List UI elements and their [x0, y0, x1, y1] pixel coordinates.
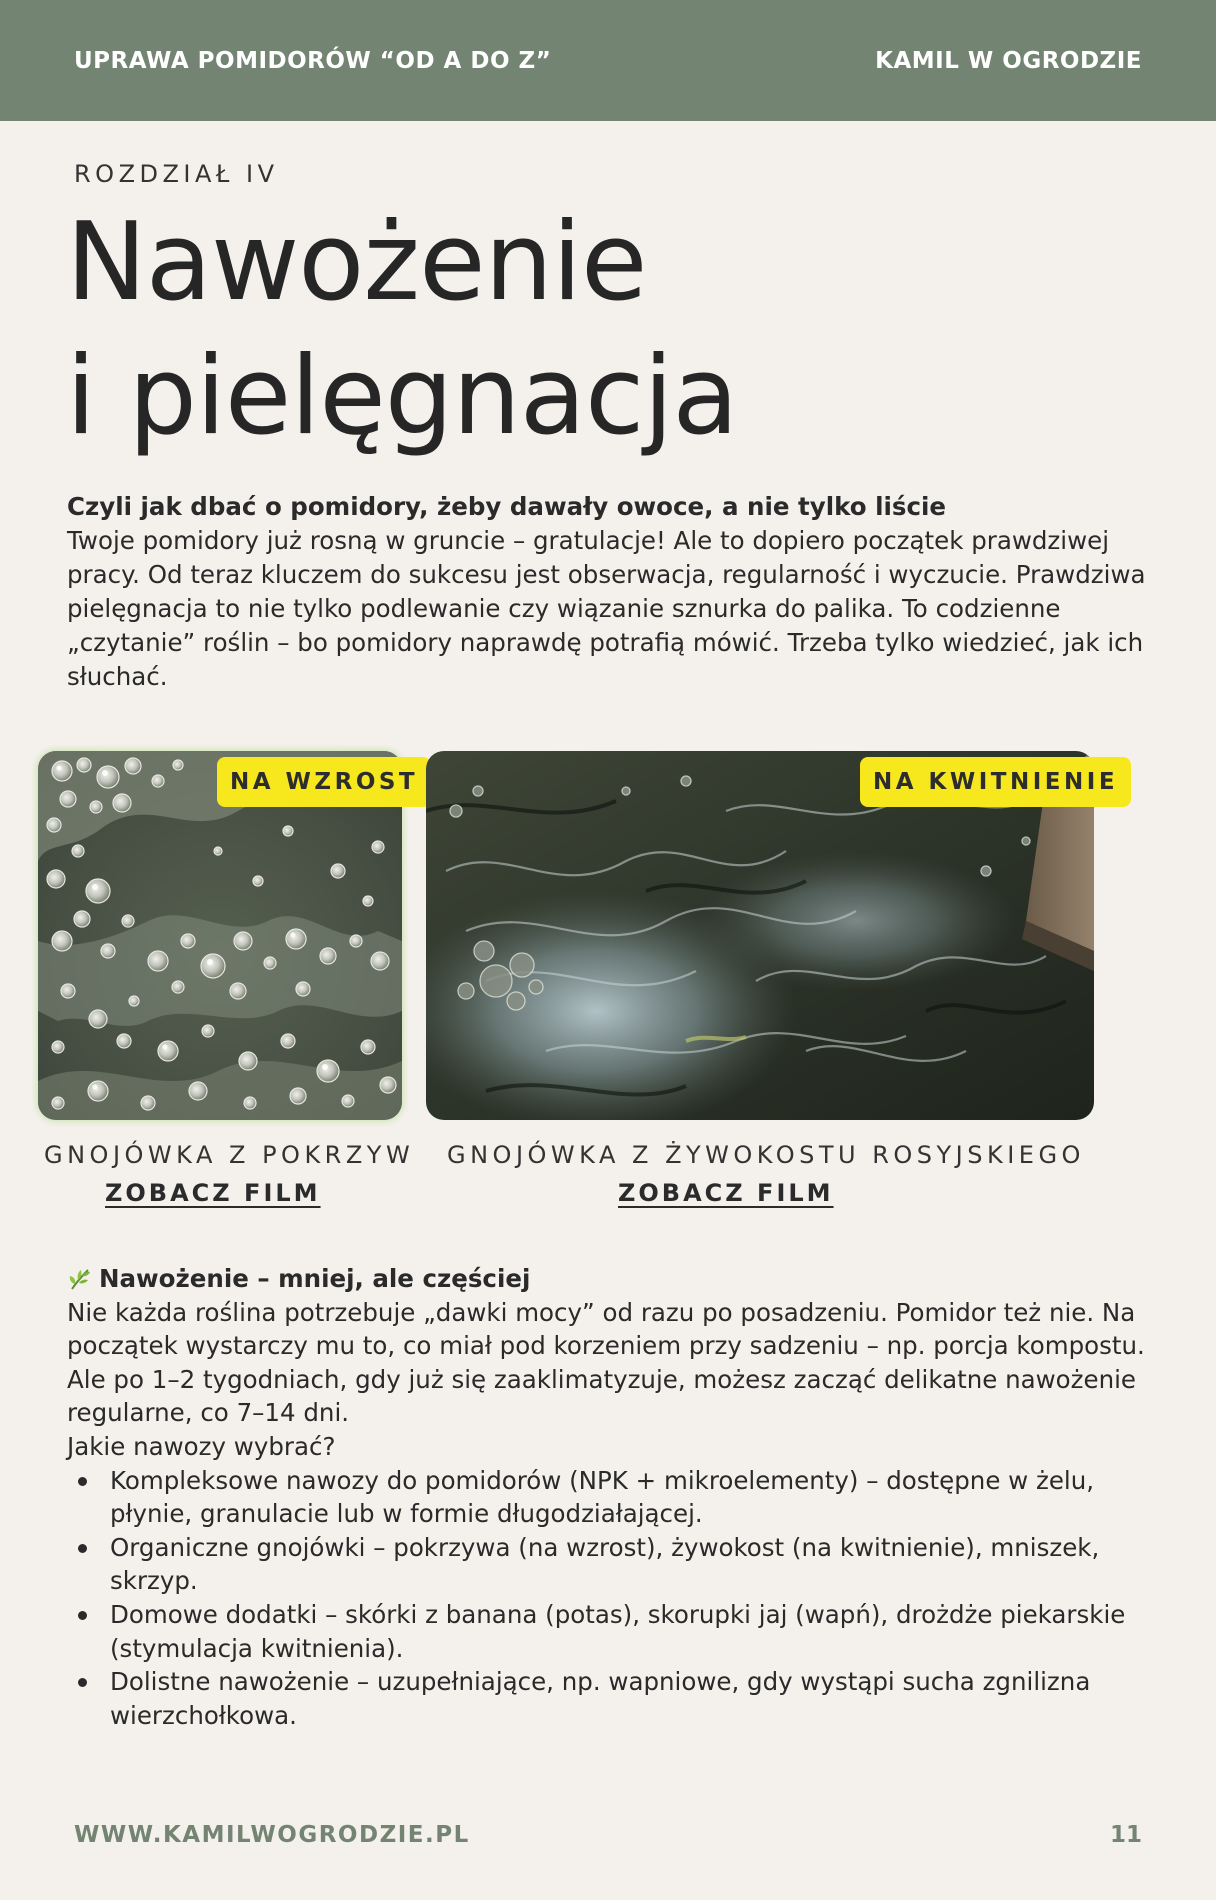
- list-item: [67, 1598, 1157, 1665]
- chapter-label: ROZDZIAŁ IV: [74, 160, 279, 188]
- list-item: [67, 1464, 1157, 1531]
- bullet-icon: [78, 1678, 87, 1687]
- comfrey-manure-caption: GNOJÓWKA Z ŻYWOKOSTU ROSYJSKIEGO: [447, 1141, 1085, 1169]
- section-paragraph-2: Ale po 1–2 tygodniach, gdy już się zaaklimatyzuje, możesz zacząć delikatne nawożenie regularne, co 7–14 dni.: [67, 1364, 1137, 1428]
- section-heading: [67, 1262, 1157, 1296]
- fertilizer-list: [67, 1464, 1157, 1733]
- intro-body: Twoje pomidory już rosną w gruncie – gratulacje! Ale to dopiero początek prawdziwej pracy. Od teraz kluczem do sukcesu jest obserwacja, regularność i wyczucie. Prawdziwa pielęgnacja to nie tylko podlewanie czy wiązanie sznurka do palika. To codzienne „czytanie” roślin – bo pomidory naprawdę potrafią mówić. Trzeba tylko wiedzieć, jak ich słuchać.: [67, 526, 1146, 691]
- page-title: [66, 196, 738, 464]
- grow-badge: NA WZROST: [217, 757, 431, 807]
- nettle-manure-caption: GNOJÓWKA Z POKRZYW: [44, 1141, 415, 1169]
- page-number: 11: [1109, 1822, 1142, 1848]
- bullet-icon: [78, 1611, 87, 1620]
- author-name: KAMIL W OGRODZIE: [875, 47, 1142, 74]
- list-item-text: Kompleksowe nawozy do pomidorów (NPK + mikroelementy) – dostępne w żelu, płynie, granulacie lub w formie długodziałającej.: [110, 1465, 1095, 1529]
- bullet-icon: [78, 1477, 87, 1486]
- watch-film-link-nettle[interactable]: ZOBACZ FILM: [105, 1179, 321, 1207]
- bullet-icon: [78, 1544, 87, 1553]
- section-question: Jakie nawozy wybrać?: [67, 1431, 336, 1461]
- page-title-line2: i pielęgnacja: [66, 334, 738, 459]
- list-item-text: Domowe dodatki – skórki z banana (potas), skorupki jaj (wapń), drożdże piekarskie (stymulacja kwitnienia).: [110, 1599, 1126, 1663]
- footer-website-link[interactable]: WWW.KAMILWOGRODZIE.PL: [74, 1822, 470, 1848]
- intro-text: [67, 490, 1157, 694]
- list-item-text: Organiczne gnojówki – pokrzywa (na wzrost), żywokost (na kwitnienie), mniszek, skrzyp.: [110, 1532, 1100, 1596]
- fertilizing-section: [67, 1262, 1157, 1732]
- bloom-badge: NA KWITNIENIE: [860, 757, 1131, 807]
- list-item: [67, 1665, 1157, 1732]
- page-title-line1: Nawożenie: [66, 200, 647, 325]
- leaf-sprig-icon: [67, 1266, 93, 1292]
- list-item: [67, 1531, 1157, 1598]
- watch-film-link-comfrey[interactable]: ZOBACZ FILM: [618, 1179, 834, 1207]
- list-item-text: Dolistne nawożenie – uzupełniające, np. wapniowe, gdy wystąpi sucha zgnilizna wierzchołkowa.: [110, 1667, 1091, 1730]
- header-bar: [0, 0, 1216, 121]
- intro-lead: Czyli jak dbać o pomidory, żeby dawały owoce, a nie tylko liście: [67, 492, 947, 521]
- book-title: UPRAWA POMIDORÓW “OD A DO Z”: [74, 47, 552, 74]
- section-heading-text: Nawożenie – mniej, ale częściej: [99, 1264, 531, 1293]
- section-paragraph-1: Nie każda roślina potrzebuje „dawki mocy” od razu po posadzeniu. Pomidor też nie. Na początek wystarczy mu to, co miał pod korzeniem przy sadzeniu – np. porcja kompostu.: [67, 1297, 1145, 1361]
